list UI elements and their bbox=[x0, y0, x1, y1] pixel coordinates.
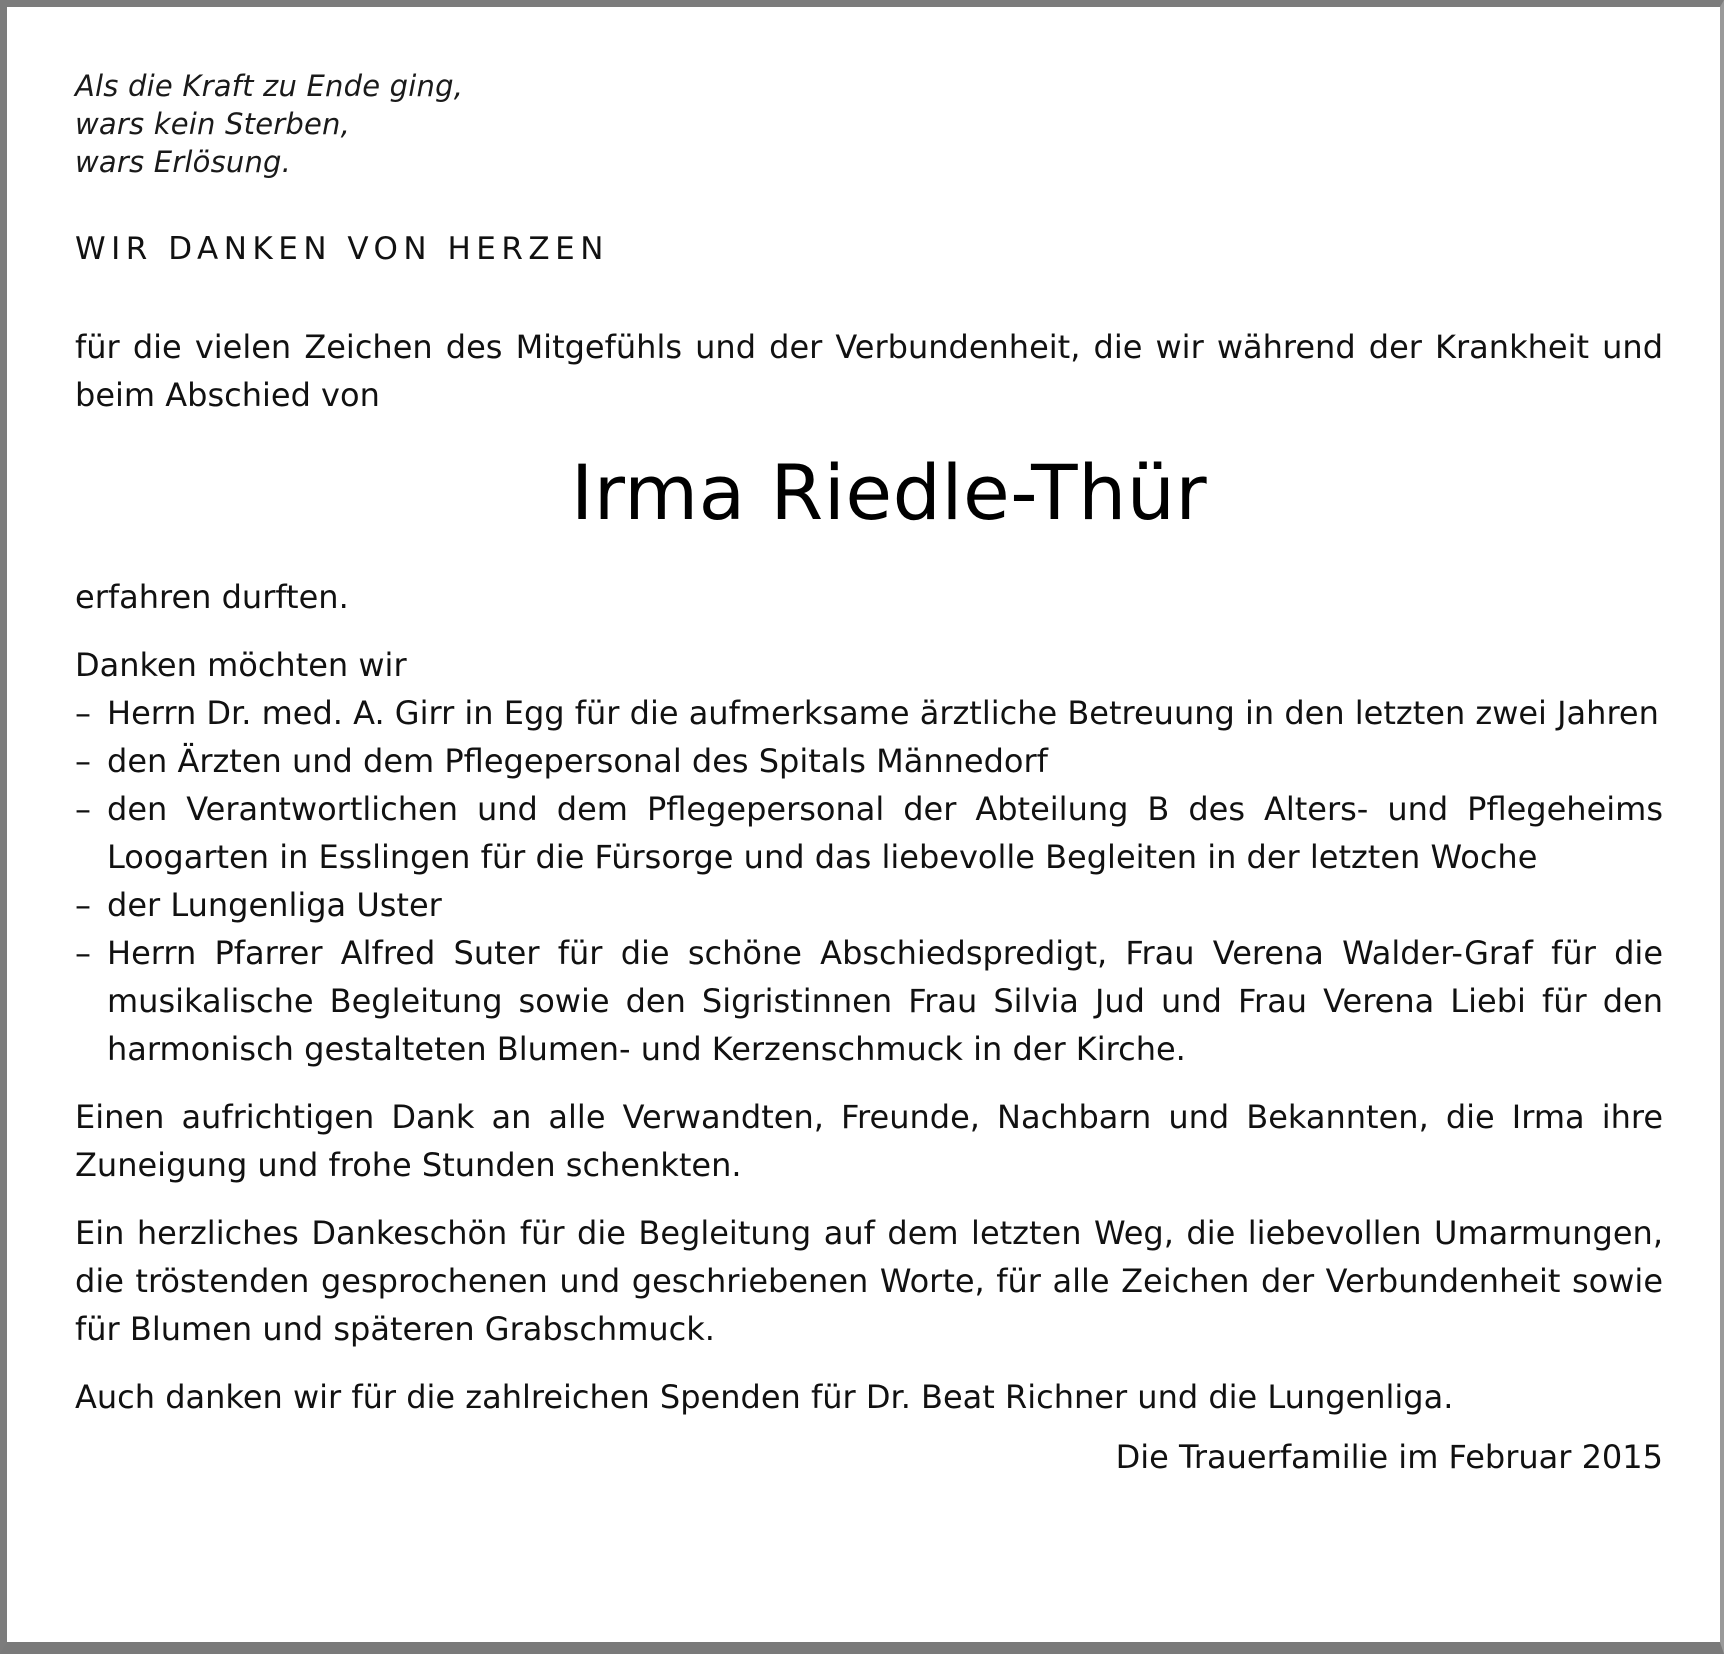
dash-bullet: – bbox=[75, 934, 91, 972]
dash-bullet: – bbox=[75, 742, 91, 780]
list-item-text: Herrn Pfarrer Alfred Suter für die schöne Abschiedspredigt, Frau Verena Walder-Graf für die musikalische Begleitung sowie den Sigristinnen Frau Silvia Jud und Frau Verena Liebi für den harmonisch gestalteten Blumen- und Kerzenschmuck in der Kirche. bbox=[107, 934, 1663, 1068]
motto-line: Als die Kraft zu Ende ging, bbox=[75, 69, 464, 103]
signature: Die Trauerfamilie im Februar 2015 bbox=[1115, 1438, 1663, 1476]
intro-text: für die vielen Zeichen des Mitgefühls und der Verbundenheit, die wir während der Krankheit und beim Abschied von bbox=[75, 328, 1663, 414]
list-item-text: den Verantwortlichen und dem Pflegepersonal der Abteilung B des Alters- und Pflegeheims Loogarten in Esslingen für die Fürsorge und das liebevolle Begleiten in der letzten Woche bbox=[107, 790, 1663, 876]
dash-bullet: – bbox=[75, 886, 91, 924]
notice-heading: WIR DANKEN VON HERZEN bbox=[75, 231, 609, 267]
thank-you-notice bbox=[75, 67, 1663, 1481]
motto-line: wars Erlösung. bbox=[75, 145, 292, 179]
list-item-text: der Lungenliga Uster bbox=[107, 886, 442, 924]
motto-line: wars kein Sterben, bbox=[75, 107, 351, 141]
paragraph-relatives: Einen aufrichtigen Dank an alle Verwandten, Freunde, Nachbarn und Bekannten, die Irma ihre Zuneigung und frohe Stunden schenkten. bbox=[75, 1098, 1663, 1184]
list-item-text: Herrn Dr. med. A. Girr in Egg für die aufmerksame ärztliche Betreuung in den letzten zwei Jahren bbox=[107, 694, 1659, 732]
motto-verse bbox=[75, 67, 1663, 181]
deceased-name: Irma Riedle-Thür bbox=[570, 448, 1208, 537]
dash-bullet: – bbox=[75, 790, 91, 828]
list-item bbox=[75, 689, 1663, 737]
thanks-list bbox=[75, 689, 1663, 1073]
after-name-text: erfahren durften. bbox=[75, 578, 349, 616]
paragraph-donations: Auch danken wir für die zahlreichen Spenden für Dr. Beat Richner und die Lungenliga. bbox=[75, 1378, 1454, 1416]
thanks-intro: Danken möchten wir bbox=[75, 646, 407, 684]
list-item-text: den Ärzten und dem Pflegepersonal des Spitals Männedorf bbox=[107, 742, 1048, 780]
list-item bbox=[75, 929, 1663, 1073]
list-item bbox=[75, 881, 1663, 929]
list-item bbox=[75, 737, 1663, 785]
dash-bullet: – bbox=[75, 694, 91, 732]
paragraph-farewell: Ein herzliches Dankeschön für die Begleitung auf dem letzten Weg, die liebevollen Umarmungen, die tröstenden gesprochenen und geschriebenen Worte, für alle Zeichen der Verbundenheit sowie für Blumen und späteren Grabschmuck. bbox=[75, 1214, 1663, 1348]
list-item bbox=[75, 785, 1663, 881]
